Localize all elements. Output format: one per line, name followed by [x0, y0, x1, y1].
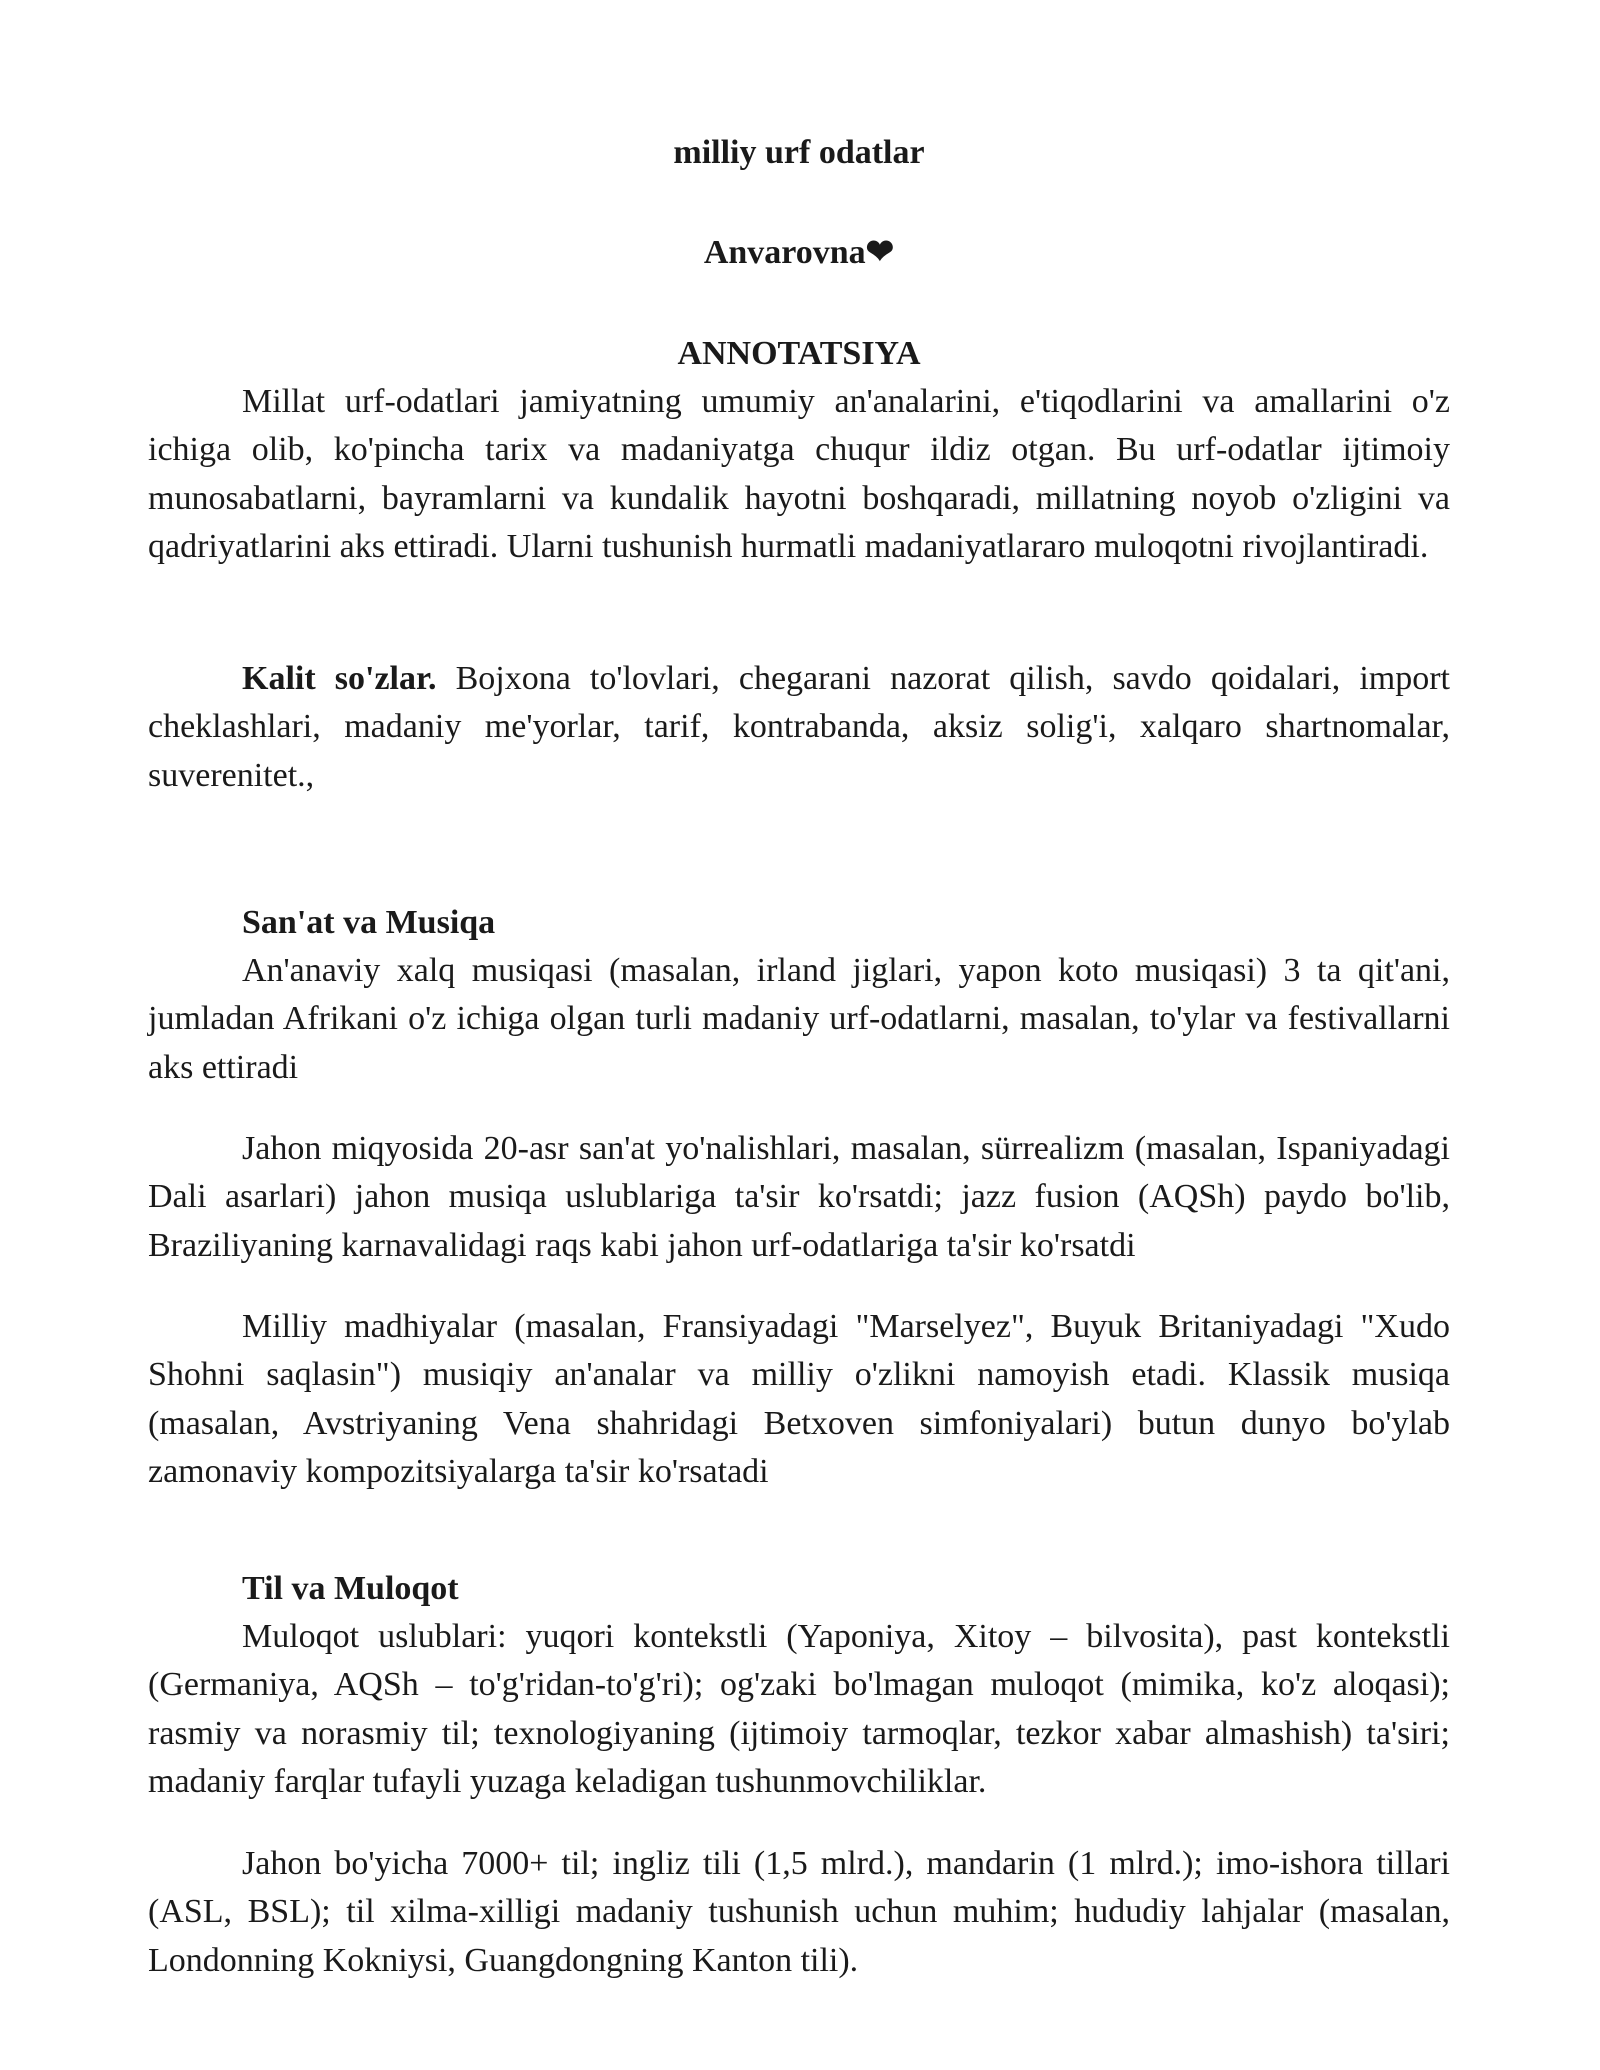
annotation-paragraph: Millat urf-odatlari jamiyatning umumiy an'analarini, e'tiqodlarini va amallarini o'z ichiga olib, ko'pincha tarix va madaniyatga chuqur ildiz otgan. Bu urf-odatlar ijtimoiy munosabatlarni, bayramlarni va kundalik hayotni boshqaradi, millatning noyob o'zligini va qadriyatlarini aks ettiradi. Ularni tushunish hurmatli madaniyatlararo muloqotni rivojlantiradi.: [148, 383, 1450, 566]
art-music-paragraph-1: An'anaviy xalq musiqasi (masalan, irland jiglari, yapon koto musiqasi) 3 ta qit'ani, jumladan Afrikani o'z ichiga olgan turli madaniy urf-odatlarni, masalan, to'ylar va festivallarni aks ettiradi: [148, 952, 1450, 1086]
art-music-paragraph-2: Jahon miqyosida 20-asr san'at yo'nalishlari, masalan, sürrealizm (masalan, Ispaniyadagi Dali asarlari) jahon musiqa uslublariga ta'sir ko'rsatdi; jazz fusion (AQSh) paydo bo'lib, Braziliyaning karnavalidagi raqs kabi jahon urf-odatlariga ta'sir ko'rsatdi: [148, 1130, 1450, 1264]
section-heading-language-communication: Til va Muloqot: [242, 1570, 459, 1607]
keywords-paragraph: [148, 655, 1450, 800]
section-heading-art-music: San'at va Musiqa: [242, 904, 496, 941]
language-paragraph-2: Jahon bo'yicha 7000+ til; ingliz tili (1,5 mlrd.), mandarin (1 mlrd.); imo-ishora tillari (ASL, BSL); til xilma-xilligi madaniy tushunish uchun muhim; hududiy lahjalar (masalan, Londonning Kokniysi, Guangdongning Kanton tili).: [148, 1845, 1450, 1979]
art-music-paragraph-3: Milliy madhiyalar (masalan, Fransiyadagi "Marselyez", Buyuk Britaniyadagi "Xudo Shohni saqlasin") musiqiy an'analar va milliy o'zlikni namoyish etadi. Klassik musiqa (masalan, Avstriyaning Vena shahridagi Betxoven simfoniyalari) butun dunyo bo'ylab zamonaviy kompozitsiyalarga ta'sir ko'rsatadi: [148, 1308, 1450, 1491]
language-paragraph-1: Muloqot uslublari: yuqori kontekstli (Yaponiya, Xitoy – bilvosita), past kontekstli (Germaniya, AQSh – to'g'ridan-to'g'ri); og'zaki bo'lmagan muloqot (mimika, ko'z aloqasi); rasmiy va norasmiy til; texnologiyaning (ijtimoiy tarmoqlar, tezkor xabar almashish) ta'siri; madaniy farqlar tufayli yuzaga keladigan tushunmovchiliklar.: [148, 1618, 1450, 1801]
document-author: Anvarovna❤: [703, 234, 895, 271]
keywords-text: Bojxona to'lovlari, chegarani nazorat qilish, savdo qoidalari, import cheklashlari, madaniy me'yorlar, tarif, kontrabanda, aksiz solig'i, xalqaro shartnomalar, suverenitet.,: [148, 660, 1450, 794]
keywords-label: Kalit so'zlar.: [242, 660, 437, 697]
document-title: milliy urf odatlar: [673, 134, 925, 171]
annotation-heading: ANNOTATSIYA: [677, 335, 921, 372]
